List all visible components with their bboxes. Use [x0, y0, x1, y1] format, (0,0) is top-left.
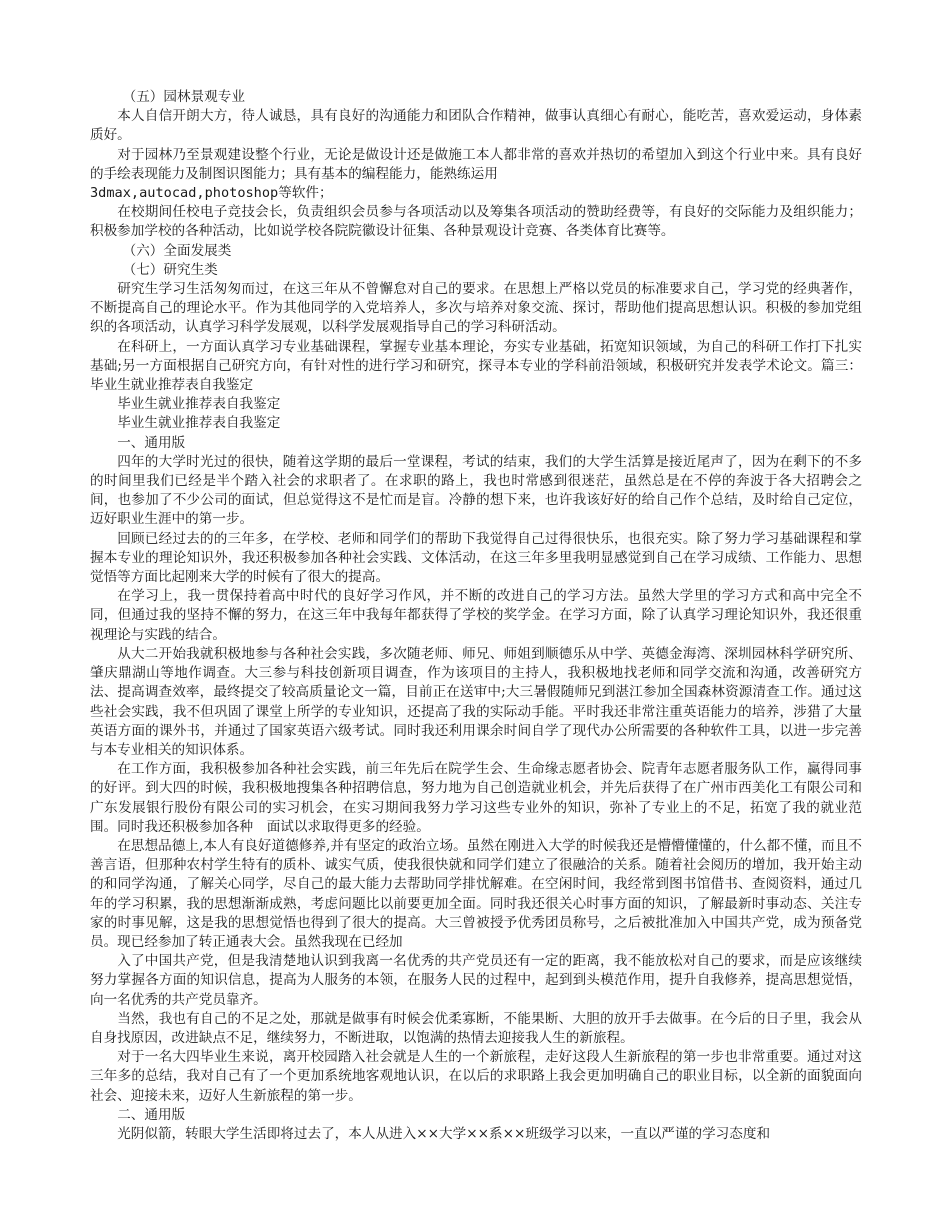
section-heading: （七）研究生类: [122, 261, 218, 278]
section-heading: （六）全面发展类: [122, 242, 232, 259]
body-paragraph: 对于园林乃至景观建设整个行业，无论是做设计还是做施工本人都非常的喜欢并热切的希望加入到这个行业中来。具有良好的手绘表现能力及制图识图能力；具有基本的编程能力，能熟练运用: [90, 146, 862, 182]
body-paragraph: 在学习上，我一贯保持着高中时代的良好学习作风，并不断的改进自己的学习方法。虽然大学里的学习方式和高中完全不同，但通过我的坚持不懈的努力，在这三年中我每年都获得了学校的奖学金。在学习方面，除了认真学习理论知识外，我还很重视理论与实践的结合。: [90, 588, 862, 643]
section-heading: 二、通用版: [117, 1106, 186, 1123]
body-paragraph: 当然，我也有自己的不足之处，那就是做事有时候会优柔寡断，不能果断、大胆的放开手去做事。在今后的日子里，我会从自身找原因，改进缺点不足，继续努力，不断进取，以饱满的热情去迎接我人生的新旅程。: [90, 1010, 862, 1046]
body-paragraph: 入了中国共产党，但是我清楚地认识到我离一名优秀的共产党员还有一定的距离，我不能放松对自己的要求，而是应该继续努力掌握各方面的知识信息，提高为人服务的本领，在服务人民的过程中，起到到头模范作用，提升自我修养，提高思想觉悟，向一名优秀的共产党员靠齐。: [90, 953, 862, 1008]
document-page: [90, 88, 862, 1144]
body-paragraph: 光阴似箭，转眼大学生活即将过去了，本人从进入××大学××系××班级学习以来，一直以严谨的学习态度和: [117, 1125, 771, 1142]
body-paragraph: 在科研上，一方面认真学习专业基础课程，掌握专业基本理论，夯实专业基础，拓宽知识领域，为自己的科研工作打下扎实基础;另一方面根据自己研究方向，有针对性的进行学习和研究，探寻本专业的学科前沿领域，积极研究并发表学术论文。篇三：毕业生就业推荐表自我鉴定: [90, 338, 862, 394]
body-paragraph: 在思想品德上,本人有良好道德修养,并有坚定的政治立场。虽然在刚进入大学的时候我还是懵懵懂懂的，什么都不懂，而且不善言语，但那种农村学生特有的质朴、诚实气质，使我很快就和同学们建立了很融洽的关系。随着社会阅历的增加，我开始主动的和同学沟通，了解关心同学，尽自己的最大能力去帮助同学排忧解难。在空闲时间，我经常到图书馆借书、查阅资料，通过几年的学习积累，我的思想渐渐成熟，考虑问题比以前要更加全面。同时我还很关心时事方面的知识，了解最新时事动态、关注专家的时事见解，这是我的思想觉悟也得到了很大的提高。大三曾被授予优秀团员称号，之后被批准加入中国共产党，成为预备党员。现已经参加了转正通表大会。虽然我现在已经加: [90, 837, 862, 950]
body-paragraph: 对于一名大四毕业生来说，离开校园踏入社会就是人生的一个新旅程，走好这段人生新旅程的第一步也非常重要。通过对这三年多的总结，我对自己有了一个更加系统地客观地认识，在以后的求职路上我会更加明确自己的职业目标，以全新的面貌面向社会、迎接未来，迈好人生新旅程的第一步。: [90, 1049, 862, 1104]
body-paragraph: 回顾已经过去的的三年多，在学校、老师和同学们的帮助下我觉得自己过得很快乐，也很充实。除了努力学习基础课程和掌握本专业的理论知识外，我还积极参加各种社会实践、文体活动，在这三年多里我明显感觉到自己在学习成绩、工作能力、思想觉悟等方面比起刚来大学的时候有了很大的提高。: [90, 530, 862, 586]
body-paragraph: 四年的大学时光过的很快，随着这学期的最后一堂课程，考试的结束，我们的大学生活算是接近尾声了，因为在剩下的不多的时间里我们已经是半个踏入社会的求职者了。在求职的路上，我也时常感到很迷茫，虽然总是在不停的奔波于各大招聘会之间，也参加了不少公司的面试，但总觉得这不是忙而是盲。冷静的想下来，也许我该好好的给自己作个总结，及时给自己定位，迈好职业生涯中的第一步。: [90, 453, 862, 528]
software-list-line: 3dmax,autocad,photoshop等软件；: [90, 185, 333, 202]
body-paragraph: 从大二开始我就积极地参与各种社会实践，多次随老师、师兄、师姐到顺德乐从中学、英德金海湾、深圳园林科学研究所、肇庆鼎湖山等地作调查。大三参与科技创新项目调查，作为该项目的主持人，我积极地找老师和同学交流和沟通，改善研究方法、提高调查效率，最终提交了较高质量论文一篇，目前正在送审中;大三暑假随师兄到湛江参加全国森林资源清查工作。通过这些社会实践，我不但巩固了课堂上所学的专业知识，还提高了我的实际动手能。平时我还非常注重英语能力的培养，涉猎了大量英语方面的课外书，并通过了国家英语六级考试。同时我还利用课余时间自学了现代办公所需要的各种软件工具，以进一步完善与本专业相关的知识体系。: [90, 645, 862, 758]
section-heading: 一、通用版: [117, 434, 186, 451]
section-heading: （五）园林景观专业: [122, 89, 245, 105]
body-paragraph: 在工作方面，我积极参加各种社会实践，前三年先后在院学生会、生命缘志愿者协会、院青年志愿者服务队工作，赢得同事的好评。到大四的时候，我积极地搜集各种招聘信息，努力地为自己创造就业机会，并先后获得了在广州市西美化工有限公司和广东发展银行股份有限公司的实习机会，在实习期间我努力学习这些专业外的知识，弥补了专业上的不足，拓宽了我的就业范围。同时我还积极参加各种 面试以求取得更多的经验。: [90, 761, 862, 835]
document-title-line: 毕业生就业推荐表自我鉴定: [117, 396, 281, 413]
document-title-line: 毕业生就业推荐表自我鉴定: [117, 415, 281, 432]
body-paragraph: 本人自信开朗大方，待人诚恳，具有良好的沟通能力和团队合作精神，做事认真细心有耐心，能吃苦，喜欢爱运动，身体素质好。: [90, 108, 862, 144]
body-paragraph: 在校期间任校电子竞技会长，负责组织会员参与各项活动以及筹集各项活动的赞助经费等，有良好的交际能力及组织能力；积极参加学校的各种活动，比如说学校各院院徽设计征集、各种景观设计竞赛、各类体育比赛等。: [90, 204, 862, 240]
body-paragraph: 研究生学习生活匆匆而过，在这三年从不曾懈怠对自己的要求。在思想上严格以党员的标准要求自己，学习党的经典著作，不断提高自己的理论水平。作为其他同学的入党培养人，多次与培养对象交流、探讨，帮助他们提高思想认识。积极的参加党组织的各项活动，认真学习科学发展观，以科学发展观指导自己的学习科研活动。: [90, 281, 862, 336]
